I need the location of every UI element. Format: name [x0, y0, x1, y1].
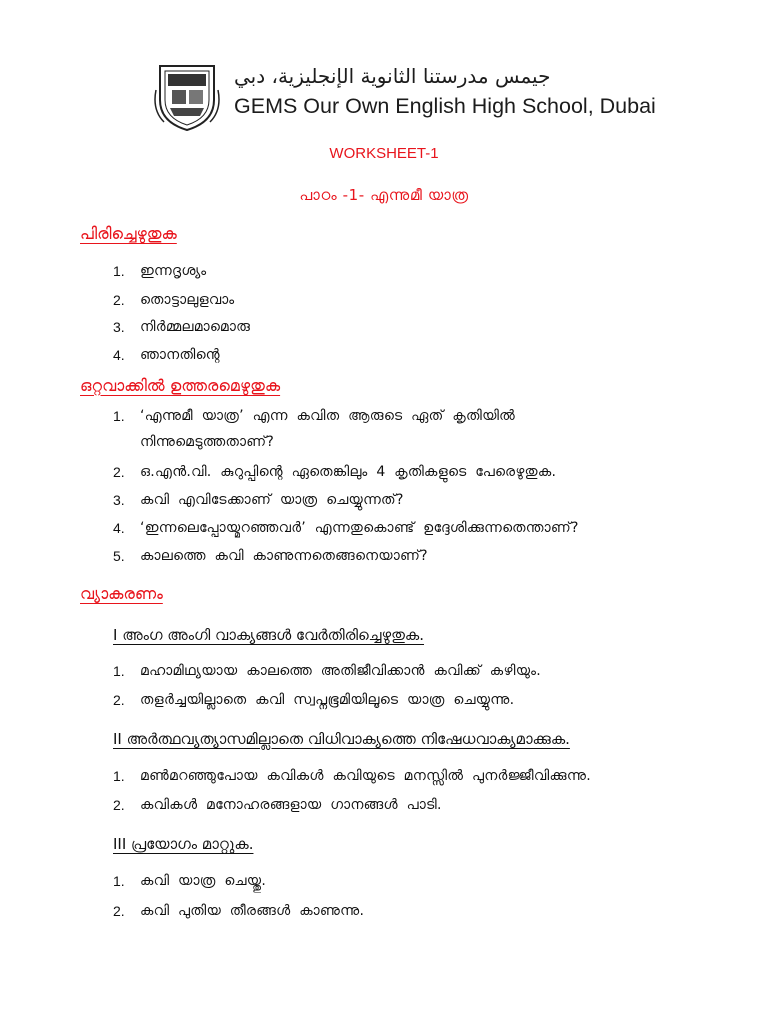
list-item: 1. മഹാമിഥ്യയായ കാലത്തെ അതിജീവിക്കാൻ കവിക്ക് കഴിയും.	[113, 663, 541, 679]
grammar-part3-heading: III പ്രയോഗം മാറ്റുക.	[113, 835, 254, 853]
grammar-part1-list	[113, 663, 541, 720]
list-item: 1. കവി യാത്ര ചെയ്തു.	[113, 873, 267, 889]
list-item: 3. കവി എവിടേക്കാണ് യാത്ര ചെയ്യുന്നത്?	[113, 492, 404, 508]
one-word-question-list	[113, 408, 579, 576]
section-heading-grammar: വ്യാകരണം	[80, 584, 163, 603]
list-item: 4. ‘ഇന്നലെപ്പോയ്മറഞ്ഞവർ’ എന്നതുകൊണ്ട് ഉദ്ദേശിക്കുന്നതെന്താണ്?	[113, 520, 579, 536]
list-item: 1. ഇന്നദൃശ്യം	[113, 263, 207, 279]
school-header	[152, 60, 656, 132]
worksheet-title: WORKSHEET-1	[329, 145, 439, 162]
grammar-part2-list	[113, 768, 591, 825]
list-item: 2. തളർച്ചയില്ലാതെ കവി സ്വപ്നഭൂമിയിലൂടെ യാത്ര ചെയ്യുന്നു.	[113, 692, 515, 708]
grammar-part1-heading: I അംഗ അംഗി വാക്യങ്ങൾ വേർതിരിച്ചെഴുതുക.	[113, 626, 425, 644]
list-item: 1. മൺമറഞ്ഞുപോയ കവികൾ കവിയുടെ മനസ്സിൽ പുനർജ്ജീവിക്കുന്നു.	[113, 768, 591, 784]
school-name-arabic: جيمس مدرستنا الثانوية الإنجليزية، دبي	[234, 64, 551, 88]
list-item: 2. കവികൾ മനോഹരങ്ങളായ ഗാനങ്ങൾ പാടി.	[113, 797, 442, 813]
school-crest-logo	[152, 60, 222, 132]
list-item: 2. കവി പുതിയ തീരങ്ങൾ കാണുന്നു.	[113, 903, 365, 919]
list-item: 2. ഒ.എൻ.വി. കുറുപ്പിന്റെ ഏതെങ്കിലും 4 കൃതികളുടെ പേരെഴുതുക.	[113, 464, 557, 480]
list-item: 4. ഞാനതിന്റെ	[113, 347, 220, 363]
grammar-part3-list	[113, 873, 364, 931]
school-name-english: GEMS Our Own English High School, Dubai	[234, 94, 656, 118]
section-heading-one-word: ഒറ്റവാക്കിൽ ഉത്തരമെഴുതുക	[80, 376, 281, 395]
section-heading-split: പിരിച്ചെഴുതുക	[80, 224, 177, 243]
grammar-part2-heading: II അർത്ഥവ്യത്യാസമില്ലാതെ വിധിവാക്യത്തെ നിഷേധവാക്യമാക്കുക.	[113, 730, 570, 748]
list-item: 1. ‘എന്നുമീ യാത്ര’ എന്ന കവിത ആരുടെ ഏത് കൃതിയിൽ നിന്നുമെടുത്തതാണ്?	[113, 408, 516, 450]
list-item: 2. തൊട്ടാലുളവാം	[113, 292, 235, 308]
list-item: 5. കാലത്തെ കവി കാണുന്നതെങ്ങനെയാണ്?	[113, 548, 428, 564]
list-item: 3. നിർമ്മലമാമൊരു	[113, 319, 251, 335]
split-word-list	[113, 263, 250, 374]
lesson-title: പാഠം -1- എന്നുമീ യാത്ര	[299, 186, 469, 204]
